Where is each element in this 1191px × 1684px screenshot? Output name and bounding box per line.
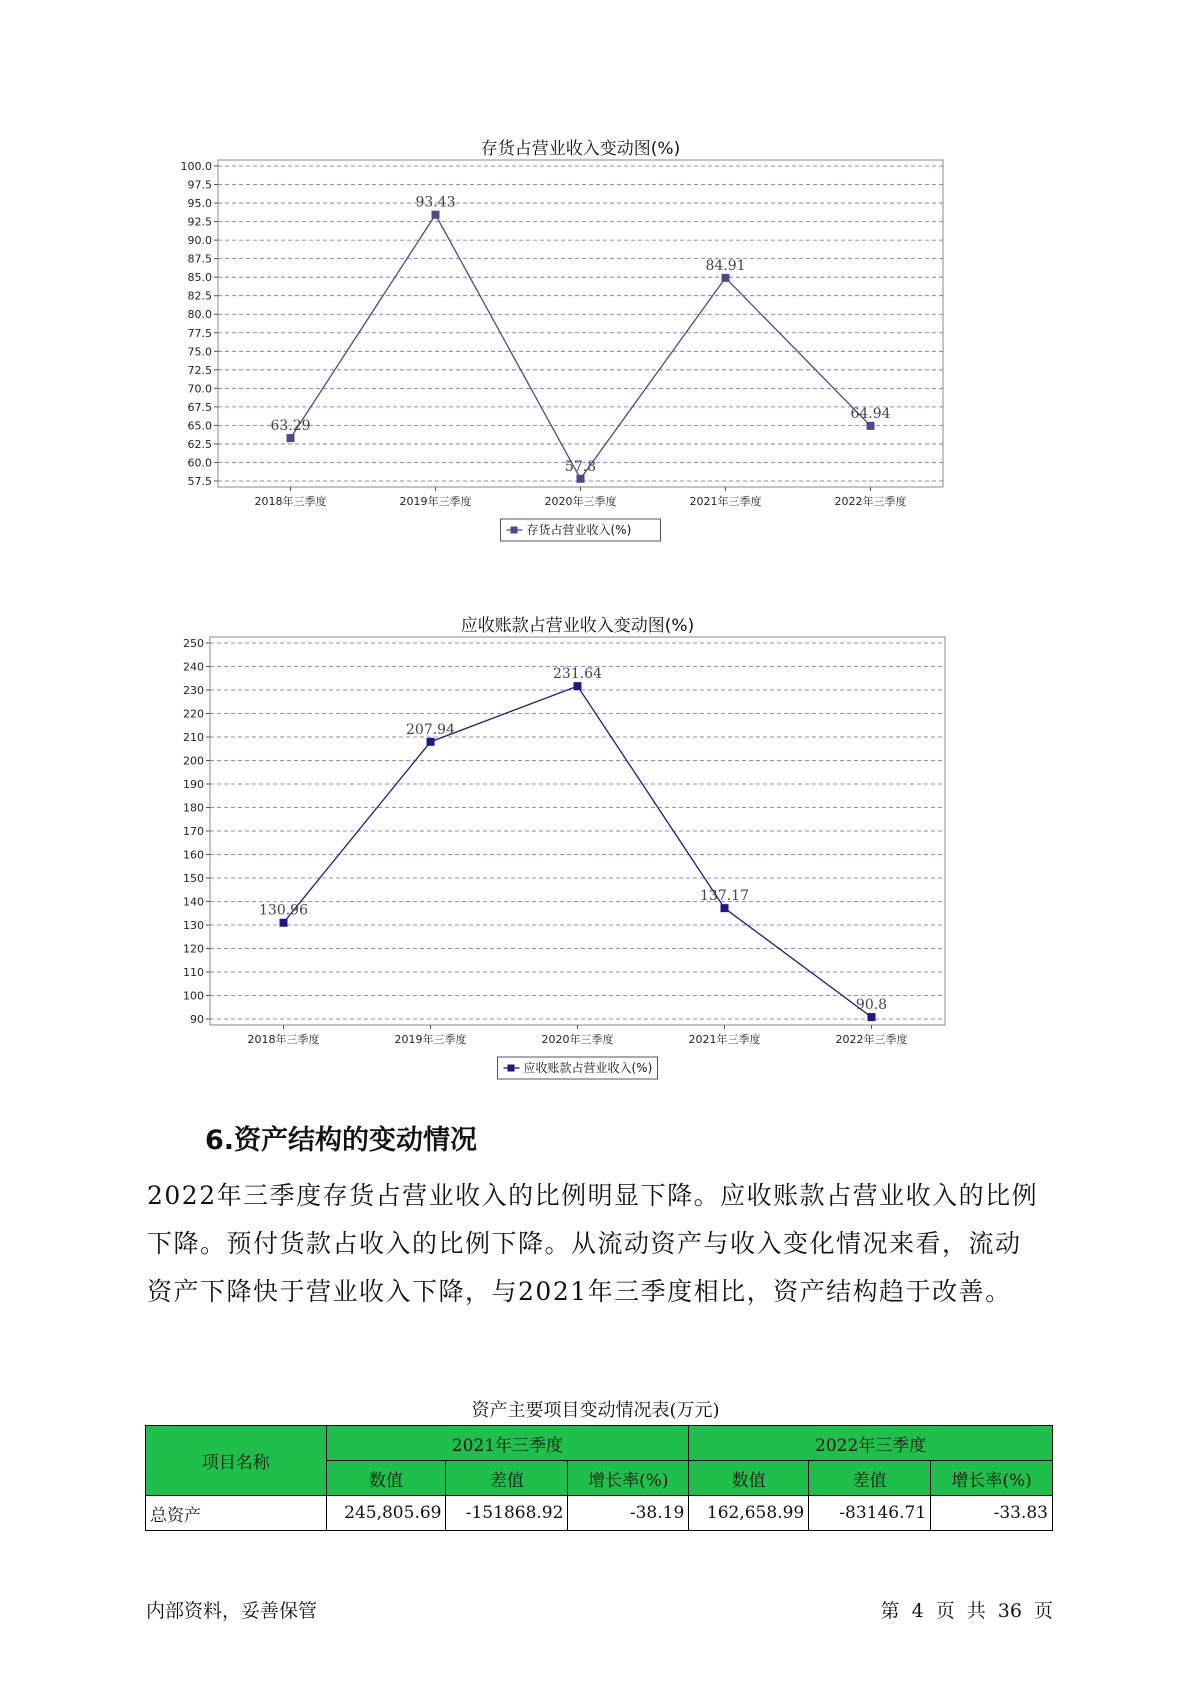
x-tick-label: 2019年三季度 xyxy=(399,495,472,508)
sub-header-diff: 差值 xyxy=(446,1461,568,1496)
table-title: 资产主要项目变动情况表(万元) xyxy=(471,1400,720,1421)
y-tick-label: 57.5 xyxy=(187,475,212,488)
y-tick-label: 60.0 xyxy=(187,456,212,470)
data-point xyxy=(868,1013,876,1021)
chart-title: 存货占营业收入变动图(%) xyxy=(480,139,681,159)
sub-header-value: 数值 xyxy=(326,1461,446,1496)
data-point xyxy=(287,434,295,442)
data-label: 57.8 xyxy=(564,458,597,475)
sub-header-growth: 增长率(%) xyxy=(568,1461,689,1496)
y-tick-label: 150 xyxy=(183,872,204,885)
x-tick-label: 2020年三季度 xyxy=(544,495,617,508)
data-point xyxy=(432,211,440,219)
data-label: 63.29 xyxy=(270,418,311,435)
cell: 245,805.69 xyxy=(326,1496,446,1531)
y-tick-label: 70.0 xyxy=(187,382,212,396)
legend-marker xyxy=(508,1065,515,1072)
cell: -151868.92 xyxy=(446,1496,568,1531)
data-label: 84.91 xyxy=(705,257,746,274)
chart-title: 应收账款占营业收入变动图(%) xyxy=(460,616,695,636)
y-tick-label: 75.0 xyxy=(187,345,212,359)
y-tick-label: 87.5 xyxy=(187,252,212,266)
y-tick-label: 90.0 xyxy=(187,234,212,248)
table-header-row xyxy=(146,1426,1053,1461)
cell: -33.83 xyxy=(931,1496,1053,1531)
y-tick-label: 170 xyxy=(183,825,204,838)
legend-label: 应收账款占营业收入(%) xyxy=(523,1061,653,1075)
col-period-2: 2022年三季度 xyxy=(689,1426,1053,1461)
x-tick-label: 2019年三季度 xyxy=(394,1033,467,1046)
section-paragraph: 2022年三季度存货占营业收入的比例明显下降。应收账款占营业收入的比例下降。预付货款占收入的比例下降。从流动资产与收入变化情况来看，流动资产下降快于营业收入下降，与2021年三季度相比，资产结构趋于改善。 xyxy=(147,1181,1039,1306)
data-label: 231.64 xyxy=(553,666,602,683)
plot-area xyxy=(218,160,943,487)
y-tick-label: 100 xyxy=(183,989,204,1003)
y-tick-label: 65.0 xyxy=(187,419,212,433)
y-tick-label: 210 xyxy=(183,731,204,744)
x-tick-label: 2018年三季度 xyxy=(247,1033,320,1046)
x-tick-label: 2022年三季度 xyxy=(834,495,907,508)
y-tick-label: 62.5 xyxy=(187,437,212,451)
y-tick-label: 220 xyxy=(183,707,204,721)
data-label: 137.17 xyxy=(700,888,749,905)
y-tick-label: 140 xyxy=(183,895,204,909)
y-tick-label: 190 xyxy=(183,778,204,791)
y-tick-label: 200 xyxy=(183,754,204,768)
cell: -83146.71 xyxy=(809,1496,931,1531)
y-tick-label: 72.5 xyxy=(187,363,212,377)
y-tick-label: 240 xyxy=(183,660,204,674)
x-tick-label: 2022年三季度 xyxy=(835,1033,908,1046)
y-tick-label: 180 xyxy=(183,801,204,815)
y-tick-label: 100.0 xyxy=(180,160,212,173)
footer-left: 内部资料，妥善保管 xyxy=(146,1600,318,1622)
data-label: 64.94 xyxy=(850,405,891,422)
y-tick-label: 160 xyxy=(183,848,204,862)
x-tick-label: 2018年三季度 xyxy=(254,495,327,508)
y-tick-label: 80.0 xyxy=(187,308,212,322)
x-tick-label: 2020年三季度 xyxy=(541,1033,614,1046)
data-point xyxy=(574,682,582,690)
x-tick-label: 2021年三季度 xyxy=(688,1033,761,1046)
section-heading: 6.资产结构的变动情况 xyxy=(205,1125,478,1156)
legend-marker xyxy=(511,527,518,534)
row-name: 总资产 xyxy=(146,1496,327,1531)
col-item-name: 项目名称 xyxy=(146,1426,327,1496)
y-tick-label: 120 xyxy=(183,942,204,956)
y-tick-label: 92.5 xyxy=(187,215,212,229)
data-point xyxy=(427,738,435,746)
data-point xyxy=(722,274,730,282)
data-point xyxy=(577,475,585,483)
data-label: 207.94 xyxy=(406,721,455,738)
y-tick-label: 67.5 xyxy=(187,400,212,414)
sub-header-growth: 增长率(%) xyxy=(931,1461,1053,1496)
y-tick-label: 90 xyxy=(190,1013,204,1026)
sub-header-diff: 差值 xyxy=(809,1461,931,1496)
data-label: 93.43 xyxy=(415,194,456,211)
table-row xyxy=(146,1496,1053,1531)
inventory-chart xyxy=(150,130,1050,550)
x-tick-label: 2021年三季度 xyxy=(689,495,762,508)
y-tick-label: 97.5 xyxy=(187,178,212,192)
footer-page-number: 第 4 页 共 36 页 xyxy=(880,1600,1053,1622)
y-tick-label: 82.5 xyxy=(187,289,212,303)
receivables-chart-svg xyxy=(150,616,1050,1095)
legend-label: 存货占营业收入(%) xyxy=(526,523,632,537)
data-point xyxy=(867,422,875,430)
receivables-chart xyxy=(150,616,1050,1095)
y-tick-label: 230 xyxy=(183,684,204,697)
y-tick-label: 77.5 xyxy=(187,326,212,340)
asset-table xyxy=(145,1425,1053,1531)
y-tick-label: 95.0 xyxy=(187,197,212,211)
col-period-1: 2021年三季度 xyxy=(326,1426,689,1461)
y-tick-label: 250 xyxy=(183,637,204,650)
y-tick-label: 110 xyxy=(183,966,204,979)
data-label: 90.8 xyxy=(855,997,888,1014)
data-point xyxy=(721,904,729,912)
cell: 162,658.99 xyxy=(689,1496,809,1531)
y-tick-label: 130 xyxy=(183,919,204,932)
inventory-chart-svg xyxy=(150,130,1050,550)
sub-header-value: 数值 xyxy=(689,1461,809,1496)
data-label: 130.96 xyxy=(259,902,308,919)
data-point xyxy=(280,919,288,927)
y-tick-label: 85.0 xyxy=(187,271,212,285)
cell: -38.19 xyxy=(568,1496,689,1531)
